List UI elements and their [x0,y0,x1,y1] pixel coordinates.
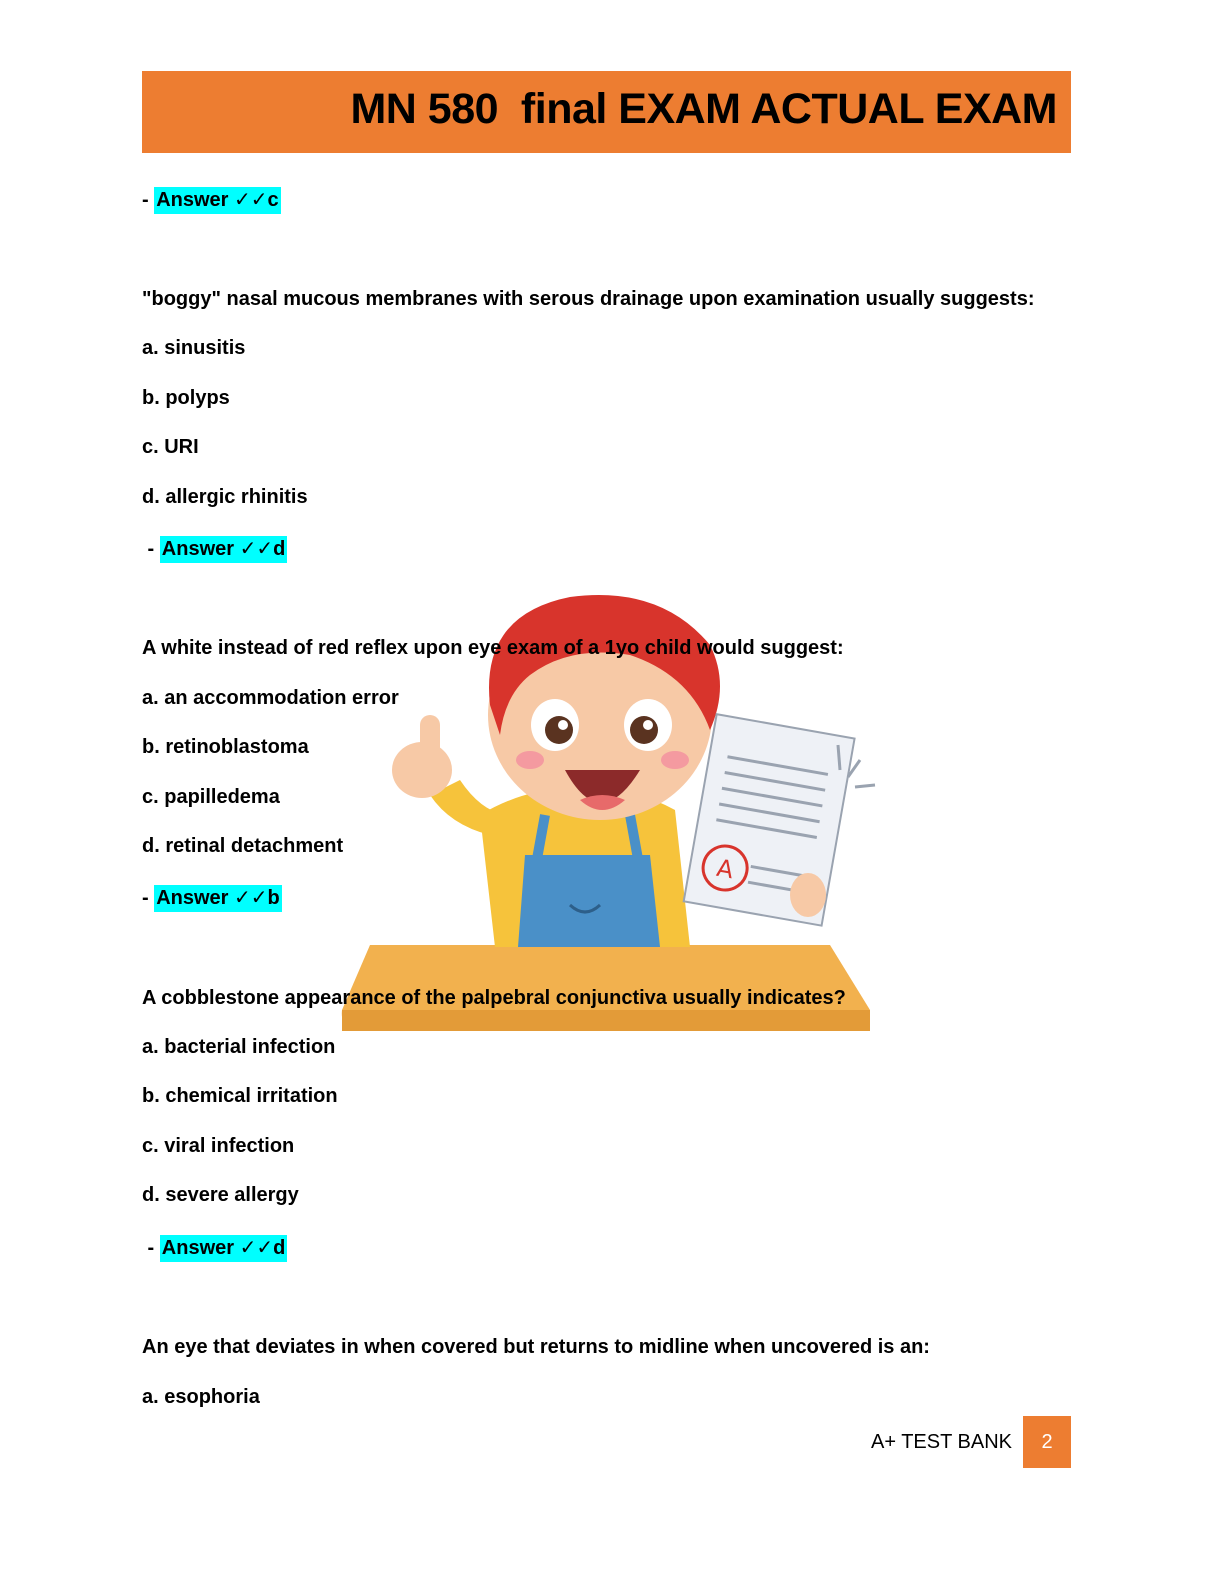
option-text: d. severe allergy [142,1184,299,1206]
question-text: An eye that deviates in when covered but returns to midline when uncovered is an: [142,1336,930,1358]
answer-highlight: Answer ✓✓d [160,1235,288,1262]
footer-label: A+ TEST BANK [871,1431,1012,1453]
option-text: a. bacterial infection [142,1036,336,1058]
option-text: a. esophoria [142,1386,260,1408]
answer-line: - Answer ✓✓c [142,186,281,214]
question-text: A cobblestone appearance of the palpebral conjunctiva usually indicates? [142,987,846,1009]
header-bar [142,71,1071,153]
answer-highlight: Answer ✓✓d [160,536,288,563]
option-text: c. URI [142,436,199,458]
answer-line: - Answer ✓✓b [142,884,282,912]
option-text: b. retinoblastoma [142,736,309,758]
answer-line: - Answer ✓✓d [142,1234,287,1262]
graded-paper [684,714,855,925]
grade-mark: A [714,853,736,885]
option-text: c. papilledema [142,786,280,808]
option-text: b. chemical irritation [142,1085,338,1107]
page-number: 2 [1023,1416,1071,1468]
option-text: c. viral infection [142,1135,295,1157]
option-text: d. allergic rhinitis [142,486,308,508]
answer-line: - Answer ✓✓d [142,535,287,563]
option-text: b. polyps [142,387,230,409]
thumb-shape [420,715,440,765]
question-text: "boggy" nasal mucous membranes with serous drainage upon examination usually suggests: [142,288,1035,310]
question-text: A white instead of red reflex upon eye exam of a 1yo child would suggest: [142,637,844,659]
option-text: a. an accommodation error [142,687,399,709]
answer-highlight: Answer ✓✓b [154,885,282,912]
option-text: d. retinal detachment [142,835,344,857]
page-title: MN 580 final EXAM ACTUAL EXAM [350,85,1057,133]
option-text: a. sinusitis [142,337,246,359]
desk-edge [342,1010,870,1031]
answer-highlight: Answer ✓✓c [154,187,280,214]
